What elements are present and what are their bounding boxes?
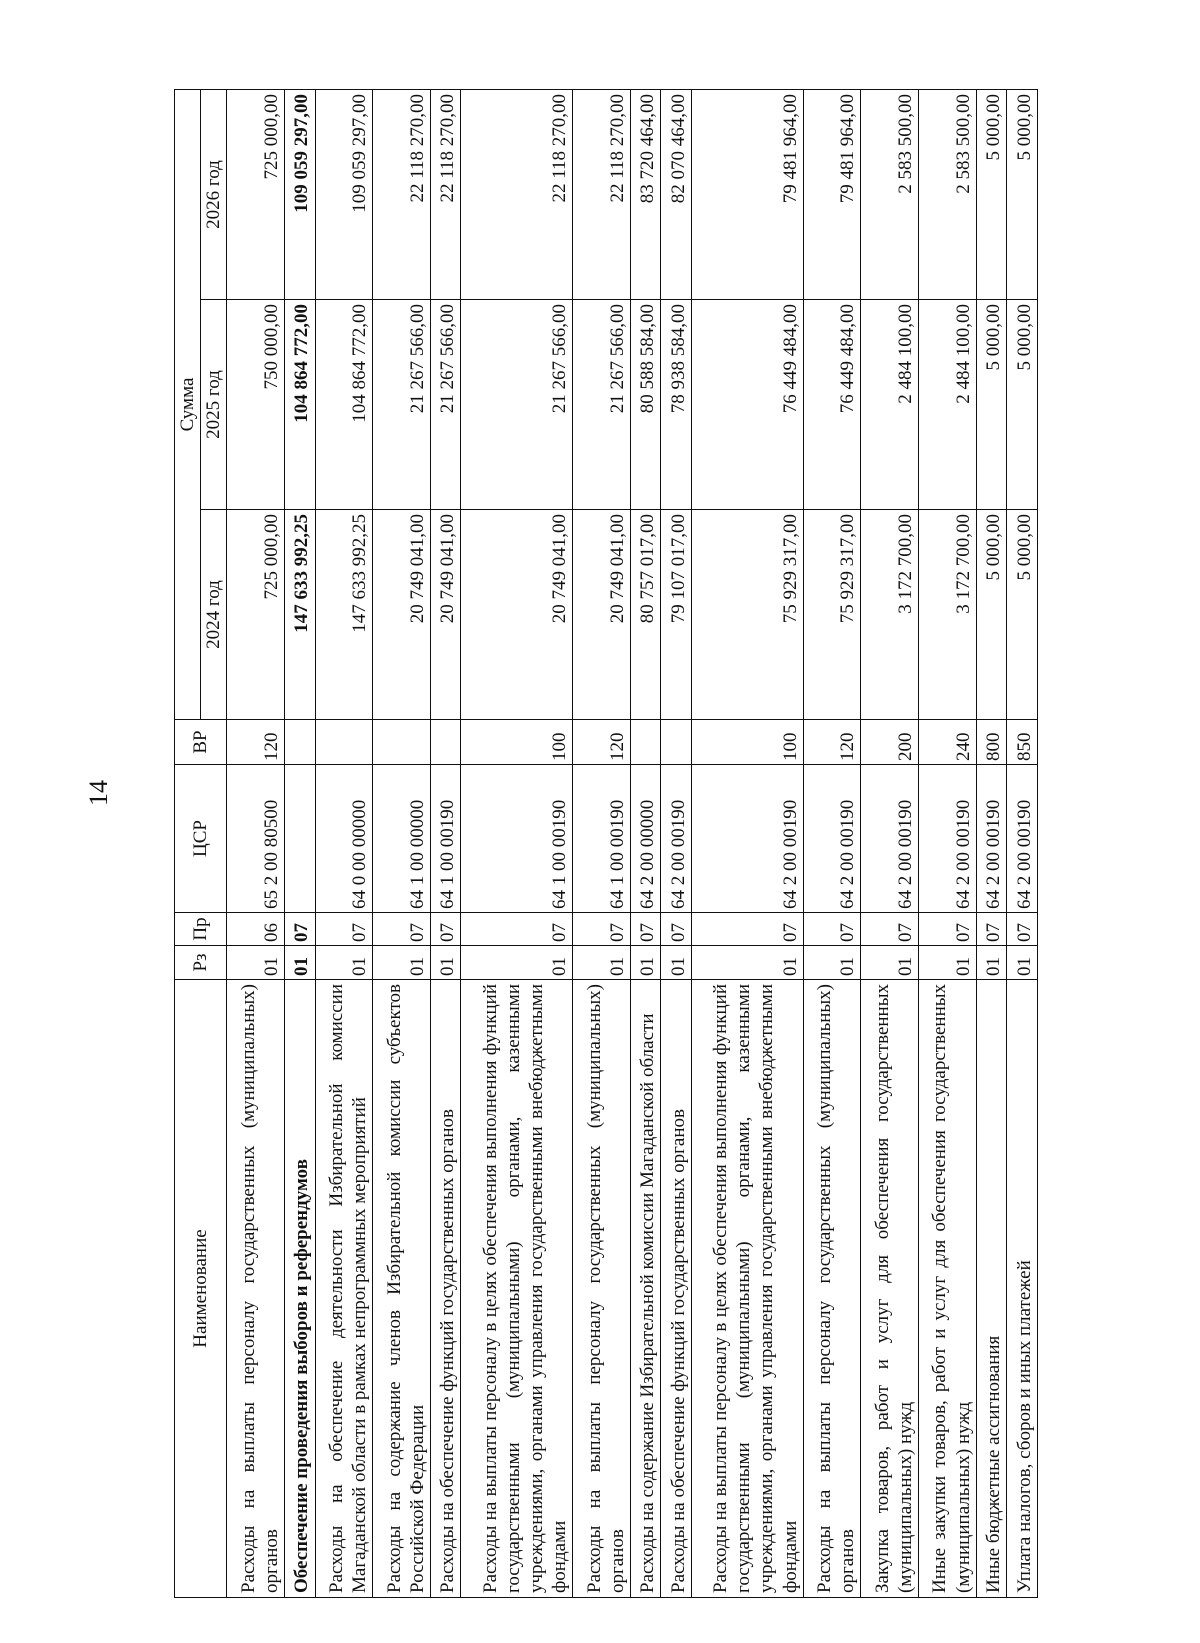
row-name: Расходы на обеспечение деятельности Избирательной комиссии Магаданской области в рамках непрограммных мероприятий: [315, 980, 373, 1598]
row-csr: [284, 765, 315, 913]
header-2024: 2024 год: [201, 510, 227, 720]
row-csr: 65 2 00 80500: [227, 765, 285, 913]
row-2024: 725 000,00: [227, 510, 285, 720]
row-csr: 64 2 00 00190: [976, 765, 1007, 913]
row-csr: 64 1 00 00190: [573, 765, 631, 913]
table-row: [461, 90, 573, 1598]
row-csr: 64 2 00 00190: [919, 765, 977, 913]
row-name: Расходы на выплаты персоналу государственных (муниципальных) органов: [573, 980, 631, 1598]
table-row: [373, 90, 431, 1598]
row-vr: [630, 720, 661, 765]
row-pr: 07: [373, 913, 431, 946]
table-row: [919, 90, 977, 1598]
budget-table: [174, 89, 1038, 1598]
row-csr: 64 2 00 00190: [661, 765, 692, 913]
row-vr: 200: [861, 720, 919, 765]
row-2024: 75 929 317,00: [803, 510, 861, 720]
row-rz: 01: [976, 946, 1007, 980]
row-2026: 725 000,00: [227, 90, 285, 300]
table-body: [227, 90, 1038, 1598]
row-pr: 07: [630, 913, 661, 946]
table-row: [861, 90, 919, 1598]
row-pr: 07: [976, 913, 1007, 946]
row-pr: 06: [227, 913, 285, 946]
row-rz: 01: [919, 946, 977, 980]
row-vr: 120: [573, 720, 631, 765]
row-rz: 01: [803, 946, 861, 980]
row-2024: 20 749 041,00: [461, 510, 573, 720]
row-2025: 2 484 100,00: [919, 300, 977, 510]
row-csr: 64 2 00 00190: [803, 765, 861, 913]
row-name: Иные закупки товаров, работ и услуг для обеспечения государственных (муниципальных) нужд: [919, 980, 977, 1598]
row-2026: 2 583 500,00: [919, 90, 977, 300]
row-2025: 80 588 584,00: [630, 300, 661, 510]
row-pr: 07: [573, 913, 631, 946]
row-2025: 750 000,00: [227, 300, 285, 510]
row-2024: 20 749 041,00: [573, 510, 631, 720]
row-2025: 104 864 772,00: [315, 300, 373, 510]
row-name: Расходы на обеспечение функций государственных органов: [661, 980, 692, 1598]
header-vr: ВР: [175, 720, 227, 765]
row-2024: 5 000,00: [1007, 510, 1038, 720]
row-2026: 22 118 270,00: [461, 90, 573, 300]
row-2026: 82 070 464,00: [661, 90, 692, 300]
row-vr: [315, 720, 373, 765]
row-name: Расходы на выплаты персоналу в целях обеспечения выполнения функций государственными (муниципальными) органами, казенными учреждениями, органами управления государственными внебюджетными фондами: [461, 980, 573, 1598]
row-rz: 01: [1007, 946, 1038, 980]
row-2026: 5 000,00: [1007, 90, 1038, 300]
rotated-table-container: [174, 90, 1038, 1598]
row-rz: 01: [284, 946, 315, 980]
row-name: Расходы на выплаты персоналу в целях обеспечения выполнения функций государственными (муниципальными) органами, казенными учреждениями, органами управления государственными внебюджетными фондами: [692, 980, 804, 1598]
header-2025: 2025 год: [201, 300, 227, 510]
row-2025: 21 267 566,00: [373, 300, 431, 510]
row-rz: 01: [861, 946, 919, 980]
table-row: [430, 90, 461, 1598]
row-pr: 07: [919, 913, 977, 946]
row-2026: 5 000,00: [976, 90, 1007, 300]
row-name: Закупка товаров, работ и услуг для обеспечения государственных (муниципальных) нужд: [861, 980, 919, 1598]
row-rz: 01: [315, 946, 373, 980]
table-row: [803, 90, 861, 1598]
row-csr: 64 1 00 00000: [373, 765, 431, 913]
row-2025: 21 267 566,00: [430, 300, 461, 510]
row-csr: 64 0 00 00000: [315, 765, 373, 913]
row-name: Расходы на выплаты персоналу государственных (муниципальных) органов: [227, 980, 285, 1598]
row-vr: 240: [919, 720, 977, 765]
row-2025: 5 000,00: [1007, 300, 1038, 510]
row-pr: 07: [803, 913, 861, 946]
row-2025: 2 484 100,00: [861, 300, 919, 510]
row-pr: 07: [861, 913, 919, 946]
row-vr: [430, 720, 461, 765]
row-2026: 22 118 270,00: [573, 90, 631, 300]
row-name: Расходы на содержание Избирательной комиссии Магаданской области: [630, 980, 661, 1598]
row-csr: 64 2 00 00190: [1007, 765, 1038, 913]
row-vr: 120: [227, 720, 285, 765]
row-name: Расходы на выплаты персоналу государственных (муниципальных) органов: [803, 980, 861, 1598]
header-pr: Пр: [175, 913, 227, 946]
table-row: [661, 90, 692, 1598]
row-csr: 64 1 00 00190: [430, 765, 461, 913]
row-2024: 80 757 017,00: [630, 510, 661, 720]
row-vr: 850: [1007, 720, 1038, 765]
row-csr: 64 1 00 00190: [461, 765, 573, 913]
row-csr: 64 2 00 00190: [861, 765, 919, 913]
row-vr: [284, 720, 315, 765]
row-rz: 01: [573, 946, 631, 980]
row-csr: 64 2 00 00000: [630, 765, 661, 913]
row-pr: 07: [284, 913, 315, 946]
row-2026: 79 481 964,00: [692, 90, 804, 300]
row-2026: 109 059 297,00: [315, 90, 373, 300]
row-2024: 79 107 017,00: [661, 510, 692, 720]
row-rz: 01: [373, 946, 431, 980]
row-vr: 100: [692, 720, 804, 765]
row-2024: 20 749 041,00: [430, 510, 461, 720]
row-2025: 21 267 566,00: [461, 300, 573, 510]
row-2025: 76 449 484,00: [803, 300, 861, 510]
row-vr: [373, 720, 431, 765]
row-2024: 75 929 317,00: [692, 510, 804, 720]
row-rz: 01: [430, 946, 461, 980]
row-rz: 01: [630, 946, 661, 980]
page-number: 14: [84, 780, 113, 806]
row-2026: 79 481 964,00: [803, 90, 861, 300]
row-vr: 120: [803, 720, 861, 765]
row-2024: 5 000,00: [976, 510, 1007, 720]
table-row: [284, 90, 315, 1598]
header-name: Наименование: [175, 980, 227, 1598]
row-2024: 147 633 992,25: [315, 510, 373, 720]
row-pr: 07: [661, 913, 692, 946]
row-rz: 01: [227, 946, 285, 980]
header-rz: Рз: [175, 946, 227, 980]
row-pr: 07: [692, 913, 804, 946]
row-2024: 20 749 041,00: [373, 510, 431, 720]
row-2026: 22 118 270,00: [430, 90, 461, 300]
header-sum: Сумма: [175, 90, 201, 720]
row-2024: 147 633 992,25: [284, 510, 315, 720]
row-csr: 64 2 00 00190: [692, 765, 804, 913]
header-2026: 2026 год: [201, 90, 227, 300]
row-pr: 07: [461, 913, 573, 946]
row-2026: 22 118 270,00: [373, 90, 431, 300]
row-2025: 78 938 584,00: [661, 300, 692, 510]
row-name: Иные бюджетные ассигнования: [976, 980, 1007, 1598]
row-2026: 109 059 297,00: [284, 90, 315, 300]
row-2025: 104 864 772,00: [284, 300, 315, 510]
row-vr: [661, 720, 692, 765]
row-2026: 83 720 464,00: [630, 90, 661, 300]
row-rz: 01: [692, 946, 804, 980]
row-2025: 76 449 484,00: [692, 300, 804, 510]
table-row: [1007, 90, 1038, 1598]
row-name: Уплата налогов, сборов и иных платежей: [1007, 980, 1038, 1598]
row-rz: 01: [661, 946, 692, 980]
row-vr: 800: [976, 720, 1007, 765]
table-row: [630, 90, 661, 1598]
row-2025: 21 267 566,00: [573, 300, 631, 510]
header-row-1: [175, 90, 201, 1598]
row-pr: 07: [315, 913, 373, 946]
table-row: [573, 90, 631, 1598]
row-2026: 2 583 500,00: [861, 90, 919, 300]
row-name: Расходы на обеспечение функций государственных органов: [430, 980, 461, 1598]
table-row: [227, 90, 285, 1598]
row-pr: 07: [430, 913, 461, 946]
row-vr: 100: [461, 720, 573, 765]
row-pr: 07: [1007, 913, 1038, 946]
row-name: Расходы на содержание членов Избирательной комиссии субъектов Российской Федерации: [373, 980, 431, 1598]
table-row: [692, 90, 804, 1598]
table-row: [976, 90, 1007, 1598]
row-2024: 3 172 700,00: [919, 510, 977, 720]
row-2025: 5 000,00: [976, 300, 1007, 510]
row-rz: 01: [461, 946, 573, 980]
row-2024: 3 172 700,00: [861, 510, 919, 720]
header-csr: ЦСР: [175, 765, 227, 913]
table-row: [315, 90, 373, 1598]
row-name: Обеспечение проведения выборов и референдумов: [284, 980, 315, 1598]
